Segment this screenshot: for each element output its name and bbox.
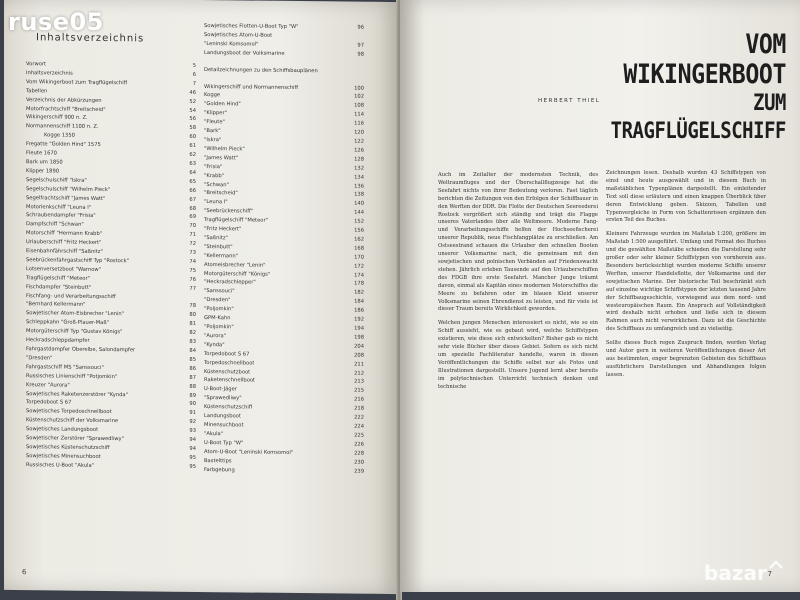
toc-entry-page: 94: [189, 436, 196, 444]
toc-entry-title: "Aurora": [204, 332, 227, 340]
toc-entry-page: 70: [189, 223, 196, 230]
toc-entry-page: 212: [354, 370, 364, 377]
toc-entry-page: 182: [354, 289, 364, 297]
toc-entry: [204, 83, 364, 94]
toc-entry-page: 76: [189, 276, 196, 283]
toc-entry-title: Klipper 1890: [26, 168, 60, 175]
toc-entry-page: 215: [354, 387, 364, 395]
toc-entry-title: Lotsenversetzboot "Warnow": [26, 266, 102, 273]
toc-entry-title: Verzeichnis der Abkürzungen: [26, 96, 102, 104]
toc-entry-page: 88: [189, 383, 196, 390]
toc-entry-page: 208: [354, 352, 364, 359]
toc-entry: [26, 461, 196, 472]
toc-entry-title: Sowjetisches Raketenzerstörer "Kynda": [26, 390, 128, 398]
toc-entry-page: 67: [189, 196, 196, 203]
toc-entry-title: Sowjetisches Torpedoschnellboot: [26, 408, 112, 416]
toc-entry-page: 94: [189, 445, 196, 452]
toc-entry-title: Minensuchboot: [204, 422, 244, 429]
toc-entry-title: "Krabb": [204, 172, 225, 179]
toc-entry-page: 162: [354, 236, 364, 243]
toc-entry-page: 122: [354, 138, 364, 145]
toc-entry-page: 108: [354, 102, 364, 110]
toc-entry-title: Torpedoboot S 67: [204, 350, 250, 358]
toc-entry-page: 211: [354, 361, 364, 368]
toc-entry-title: Fleute 1670: [26, 150, 57, 157]
toc-entry-title: Fischdampfer "Steinbutt": [26, 283, 92, 291]
svg-text:bazar: bazar: [704, 561, 767, 585]
toc-entry-title: Landungsboot: [204, 413, 241, 420]
toc-entry-title: Segelschulschiff "Iskra": [26, 176, 87, 184]
toc-entry-title: "Bark": [204, 128, 221, 135]
toc-entry-title: "Poljomkin": [204, 306, 234, 313]
toc-entry-page: 63: [189, 160, 196, 167]
toc-entry-title: Motorlenkschiff "Leuna I": [26, 203, 92, 211]
toc-entry-title: Schraubendampfer "Frisia": [26, 212, 96, 220]
toc-entry-page: 95: [189, 454, 196, 461]
toc-entry-page: 93: [189, 428, 196, 435]
toc-entry-page: 84: [189, 347, 196, 354]
toc-entry-title: "Dresden": [204, 297, 231, 304]
toc-entry-page: 92: [189, 419, 196, 426]
toc-entry-title: "Sanssouci": [204, 288, 235, 295]
toc-entry-title: Vorwort: [26, 61, 47, 68]
toc-entry-title: Fregatte "Golden Hind" 1575: [26, 141, 101, 149]
toc-entry-title: Sowjetischer Zerstörer "Sprawedliwy": [26, 435, 125, 443]
toc-entry-page: 56: [189, 116, 196, 123]
toc-entry-title: "James Watt": [204, 154, 239, 162]
chapter-title: [571, 30, 786, 146]
toc-entry-page: 156: [354, 227, 364, 234]
toc-entry-page: 58: [189, 125, 196, 132]
toc-entry-title: "Schwan": [204, 181, 229, 188]
toc-entry-title: Küstenschutzschiff: [204, 404, 253, 411]
toc-entry-title: Bastelttips: [204, 457, 232, 464]
toc-entry-page: 239: [354, 468, 364, 475]
toc-entry-page: 138: [354, 192, 364, 199]
watermark: ruse05: [8, 8, 104, 36]
toc-entry-title: "Dresden": [26, 355, 53, 362]
toc-entry-page: 136: [354, 183, 364, 190]
toc-entry-title: Russisches Linienschiff "Potjomkin": [26, 372, 118, 380]
body-paragraph: Sollte dieses Buch regen Zuspruch finden, werden Verlag und Autor gern in weiteren Veröffentlichungen dieser Art aus bestimmten, enger begrenzten Gebieten des Schiffbaus ausführlichere Darstellungen und Abhandlungen folgen lassen.: [606, 340, 766, 378]
toc-entry-page: 213: [354, 379, 364, 386]
toc-entry-page: 100: [354, 85, 364, 92]
toc-entry-page: 74: [189, 258, 196, 265]
toc-entry-page: 72: [189, 241, 196, 248]
toc-entry-title: Sowjetisches Flotten-U-Boot Typ "W": [204, 23, 299, 31]
toc-entry-title: Küstenschutzschiff der Volksmarine: [26, 417, 119, 425]
toc-entry-page: 174: [354, 272, 364, 279]
toc-entry: [204, 466, 364, 477]
toc-entry-title: Fahrgastdampfer Oberelbe, Salondampfer: [26, 346, 136, 354]
toc-entry-page: 91: [189, 410, 196, 417]
toc-entry-page: 170: [354, 254, 364, 261]
toc-entry-title: Kogge 1350: [44, 132, 75, 139]
toc-entry-title: "Klipper": [204, 110, 227, 117]
toc-entry-title: "Poljomkin": [204, 324, 234, 331]
toc-entry-page: 168: [354, 245, 364, 252]
toc-entry-title: Schleppkahn "Groß-Plauer-Maß": [26, 319, 110, 327]
toc-entry-page: 73: [189, 249, 196, 256]
toc-entry-page: 218: [354, 405, 364, 412]
toc-entry-title: Segelfrachtschiff "James Watt": [26, 194, 106, 202]
toc-entry-page: 85: [189, 356, 196, 363]
toc-entry-page: 126: [354, 147, 364, 154]
toc-entry-title: Vom Wikingerboot zum Tragflügelschiff: [26, 78, 128, 87]
toc-heading: Inhaltsverzeichnis: [36, 32, 145, 45]
toc-entry-title: "Steinbutt": [204, 243, 233, 251]
toc-entry-title: Kreuzer "Aurora": [26, 381, 70, 389]
toc-entry-title: "Iskra": [204, 137, 222, 144]
toc-entry-title: Russisches U-Boot "Akula": [26, 461, 95, 469]
toc-entry-title: Landungsboot der Volksmarine: [204, 49, 285, 57]
toc-entry-title: "Leuna I": [204, 199, 228, 206]
toc-entry-page: 178: [354, 281, 364, 288]
toc-entry-page: [360, 33, 364, 42]
toc-entry-title: "Heckradschlepper": [204, 279, 256, 287]
toc-entry-title: Tragflügelschiff "Meteor": [204, 217, 268, 224]
toc-entry-title: Sowjetisches Landungsboot: [26, 426, 99, 434]
toc-entry-page: 172: [354, 263, 364, 270]
toc-entry-title: "Wilhelm Pieck": [204, 145, 245, 153]
toc-entry-title: Motorgüterschiff "Königs": [204, 270, 271, 278]
toc-entry-title: Dampfschiff "Schwan": [26, 221, 84, 229]
body-paragraph: Zeichnungen lesen. Deshalb wurden 43 Schiffstypen von einst und heute ausgewählt und in diesem Buch in maßstäblichen Typenplänen dargestellt. Ein einleitender Text soll diese erläutern und einen knappen Überblick über deren Entwicklung geben. Skizzen, Tabellen und Typenvergleiche in Form von Schattenrissen ergänzen den ersten Teil des Buches.: [606, 170, 766, 224]
toc-entry-page: 97: [357, 42, 364, 49]
toc-entry-page: 6: [192, 71, 196, 78]
toc-entry-title: Wikingerschiff und Normannenschiff: [204, 83, 299, 91]
toc-entry-page: 54: [189, 107, 196, 114]
toc-entry-title: "Leninski Komsomol": [204, 40, 259, 48]
toc-entry-title: Tragflügelschiff "Meteor": [26, 274, 90, 282]
toc-entry-page: 224: [354, 423, 364, 430]
toc-entry-page: 5: [192, 62, 196, 69]
body-text-column-b: [606, 170, 766, 386]
toc-entry-title: "Fleute": [204, 119, 225, 126]
chapter-title-line2: ZUM TRAGFLÜGELSCHIFF: [610, 91, 786, 144]
toc-entry-page: 60: [189, 134, 196, 141]
toc-entry: [26, 78, 196, 89]
toc-entry-page: 226: [354, 441, 364, 448]
toc-entry-page: 140: [354, 200, 364, 208]
toc-entry-title: Normannenschiff 1100 n. Z.: [26, 123, 99, 131]
toc-column-1: [26, 60, 196, 471]
toc-entry-title: Heckradschleppdampfer: [26, 337, 90, 344]
toc-entry-page: 198: [354, 334, 364, 341]
toc-entry-title: Detailzeichnungen zu den Schiffsbauplänen: [204, 66, 318, 74]
toc-entry-title: "Kellermann": [204, 252, 239, 260]
toc-entry-page: 134: [354, 174, 364, 181]
toc-entry-title: Torpedoschnellboot: [204, 359, 255, 367]
toc-entry-title: Bark um 1850: [26, 159, 63, 166]
toc-entry: [204, 66, 364, 77]
toc-entry-page: 194: [354, 325, 364, 332]
toc-entry-page: 64: [189, 169, 196, 176]
body-paragraph: Auch im Zeitalter der modernsten Technik, des Weltraumfluges und der Überschallflugzeuge hat die Seefahrt nichts von ihrer Bedeutung verloren. Fast täglich berichten die Zeitungen von den Erfolgen der Schiffbauer in den Werften der DDR. Die Flotte der Deutschen Seereederei Rostock vergrößert sich ständig und trägt die Flagge unseres Vaterlandes über alle Weltmeere. Moderne Fang- und Verarbeitungsschiffe helfen der Hochseefischerei unserer Republik, neue Fischfangplätze zu erschließen. Am Ostseestrand schauen die Urlauber den schnellen Booten unserer Volksmarine nach, die gemeinsam mit den sowjetischen und polnischen Verbänden auf Friedenswacht stehen. Jährlich erleben Tausende auf den Urlauberschiffen des FDGB ihre erste Seefahrt. Mancher Junge träumt davon, einmal als Kapitän eines modernen Motorschiffes die Meere zu befahren oder im blauen Kleid unserer Volksmarine seinen Ehrendienst zu leisten, und für viele ist dieser Traum bereits Wirklichkeit geworden.: [438, 172, 598, 313]
toc-entry-title: Motorgüterschiff Typ "Gustav Königs": [26, 328, 123, 336]
chapter-title-line1: VOM WIKINGERBOOT: [623, 29, 786, 90]
toc-entry-title: "Bernhard Kellermann": [26, 301, 86, 309]
toc-entry-title: Sowjetisches Minensuchboot: [26, 453, 101, 460]
toc-entry-title: Seebrückenfahrgastschiff Typ "Rostock": [26, 257, 130, 265]
toc-entry-page: 192: [354, 316, 364, 323]
toc-entry-page: 152: [354, 218, 364, 225]
toc-entry-page: 89: [189, 392, 196, 399]
toc-entry-page: 87: [189, 374, 196, 381]
toc-entry-page: 144: [354, 209, 364, 216]
author-name: HERBERT THIEL: [538, 98, 601, 104]
toc-entry-title: "Fritz Heckert": [204, 226, 242, 233]
toc-entry-title: Motorschiff "Hermann Krabb": [26, 230, 103, 238]
toc-entry-title: Atomeisbrecher "Lenin": [204, 261, 266, 269]
toc-entry-page: 62: [189, 151, 196, 159]
toc-entry-title: Fischfang- und Verarbeitungsschiff: [26, 292, 116, 300]
toc-entry-title: GPM-Kahn: [204, 315, 231, 322]
toc-entry-title: Urlauberschiff "Fritz Heckert": [26, 239, 102, 247]
toc-entry-title: Inhaltsverzeichnis: [26, 70, 73, 77]
toc-entry-title: "Saßnitz": [204, 234, 228, 242]
toc-entry-title: "Sprawedliwy": [204, 395, 242, 402]
toc-entry-title: Kogge: [204, 92, 221, 99]
toc-entry-title: U-Boot-Jäger: [204, 386, 237, 393]
toc-entry-title: Torpedoboot S 67: [26, 399, 72, 407]
toc-entry-title: Eisenbahnfährschiff "Saßnitz": [26, 248, 103, 256]
toc-entry-page: 77: [189, 285, 196, 292]
toc-entry-page: 7: [192, 80, 196, 87]
page-number-left: 6: [22, 568, 27, 577]
toc-column-2: [204, 22, 364, 476]
toc-entry-title: Tabellen: [26, 87, 48, 95]
toc-entry-page: 222: [354, 414, 364, 421]
toc-entry-title: "Frisia": [204, 163, 223, 170]
toc-entry-title: Farbgebung: [204, 466, 235, 473]
toc-entry-page: 102: [354, 94, 364, 101]
toc-entry-page: 132: [354, 165, 364, 172]
toc-entry-page: 46: [189, 89, 196, 96]
toc-entry-page: 204: [354, 343, 364, 350]
bazar-logo: [700, 554, 792, 594]
toc-entry-page: 120: [354, 129, 364, 136]
body-paragraph: Welchen jungen Menschen interessiert es nicht, wie so ein Schiff aussieht, wie es gebaut wird, welche Schiffstypen existieren, wie diese sich entwickelten? Bisher gab es nicht sehr viele Bücher über dieses Gebiet. Sofern es sich nicht um spezielle Fachliteratur handelte, waren in diesen Veröffentlichungen die Schiffe selbst nur als Fotos und Illustrationen dargestellt. Unsere Jugend lernt aber bereits im polytechnischen Unterricht technisch denken und technische: [438, 320, 598, 390]
toc-entry-page: 98: [357, 51, 364, 58]
toc-entry-title: Wikingerschiff 900 n. Z.: [26, 114, 88, 122]
toc-entry-page: 65: [189, 178, 196, 185]
toc-entry-title: Fahrgastschiff MS "Sanssouci": [26, 363, 104, 371]
toc-entry-page: 68: [189, 205, 196, 212]
toc-entry-page: 230: [354, 459, 364, 466]
toc-entry-title: "Kynda": [204, 341, 225, 349]
right-page: [400, 0, 800, 592]
toc-entry-page: 71: [189, 232, 196, 239]
toc-entry-page: 78: [189, 303, 196, 310]
toc-entry-title: Segelschulschiff "Wilhelm Pieck": [26, 185, 111, 193]
toc-entry-page: 69: [189, 214, 196, 221]
toc-entry-page: 61: [189, 143, 196, 150]
toc-entry-page: 116: [354, 120, 364, 127]
toc-entry-title: Sowjetisches Küstenschutzschiff: [26, 444, 110, 452]
body-text-column-a: [438, 172, 598, 397]
toc-entry: [204, 49, 364, 60]
toc-entry-page: [360, 67, 364, 76]
toc-entry-page: 186: [354, 307, 364, 314]
toc-entry-page: 82: [189, 330, 196, 337]
left-page: [4, 0, 398, 594]
toc-entry-page: 216: [354, 396, 364, 403]
toc-entry-page: 90: [189, 401, 196, 408]
toc-entry-page: 83: [189, 338, 196, 346]
toc-entry-page: 52: [189, 98, 196, 105]
toc-entry-title: "Seebrückenschiff": [204, 208, 254, 215]
toc-entry-page: 95: [189, 463, 196, 470]
toc-entry-page: 86: [189, 365, 196, 372]
page-number-right: 7: [767, 570, 772, 578]
toc-entry-page: 128: [354, 156, 364, 163]
toc-entry-title: "Akula": [204, 430, 224, 438]
toc-entry-page: 228: [354, 450, 364, 457]
toc-entry-title: Atom-U-Boot "Leninski Komsomol": [204, 448, 294, 456]
toc-entry-page: [192, 293, 196, 302]
toc-entry-title: "Breitscheid": [204, 190, 238, 197]
toc-entry-page: 184: [354, 298, 364, 305]
toc-entry-title: Sowjetisches Atom-U-Boot: [204, 31, 273, 39]
toc-entry-page: 75: [189, 267, 196, 274]
toc-entry-page: 81: [189, 321, 196, 328]
toc-entry-title: Sowjetischer Atom-Eisbrecher "Lenin": [26, 310, 125, 318]
toc-entry-page: 225: [354, 432, 364, 439]
toc-entry-page: 66: [189, 187, 196, 194]
toc-entry-page: 114: [354, 111, 364, 118]
toc-entry-title: Raketenschnellboot: [204, 377, 256, 385]
toc-entry-page: 80: [189, 312, 196, 319]
toc-entry-title: U-Boot Typ "W": [204, 439, 244, 447]
toc-entry-page: 96: [357, 24, 364, 31]
body-paragraph: Kleinere Fahrzeuge wurden im Maßstab 1:200, größere im Maßstab 1:500 ausgeführt. Umfang und Format des Buches und die gewählten Maßstäbe schieden die Darstellung sehr großer oder sehr kleiner Schiffstypen von vornherein aus. Besonders berücksichtigt wurden moderne Schiffe unserer Werften, unserer Handelsflotte, der Volksmarine und der sowjetischen Marine. Der historische Teil beschränkt sich auf einzelne wichtige Schiffstypen der letzten tausend Jahre der Schiffbaugeschichte, vorwiegend aus dem nord- und westeuropäischen Raum. Ein Anspruch auf Vollständigkeit wird deshalb nicht erhoben und ließe sich in diesem Rahmen auch nicht verwirklichen. Dazu ist die Geschichte des Schiffbaus zu umfangreich und zu vielseitig.: [606, 231, 766, 333]
toc-entry-title: Küstenschutzboot: [204, 368, 251, 376]
toc-entry-title: "Golden Hind": [204, 101, 241, 108]
toc-entry-title: Motorfrachtschiff "Breitscheid": [26, 105, 106, 113]
